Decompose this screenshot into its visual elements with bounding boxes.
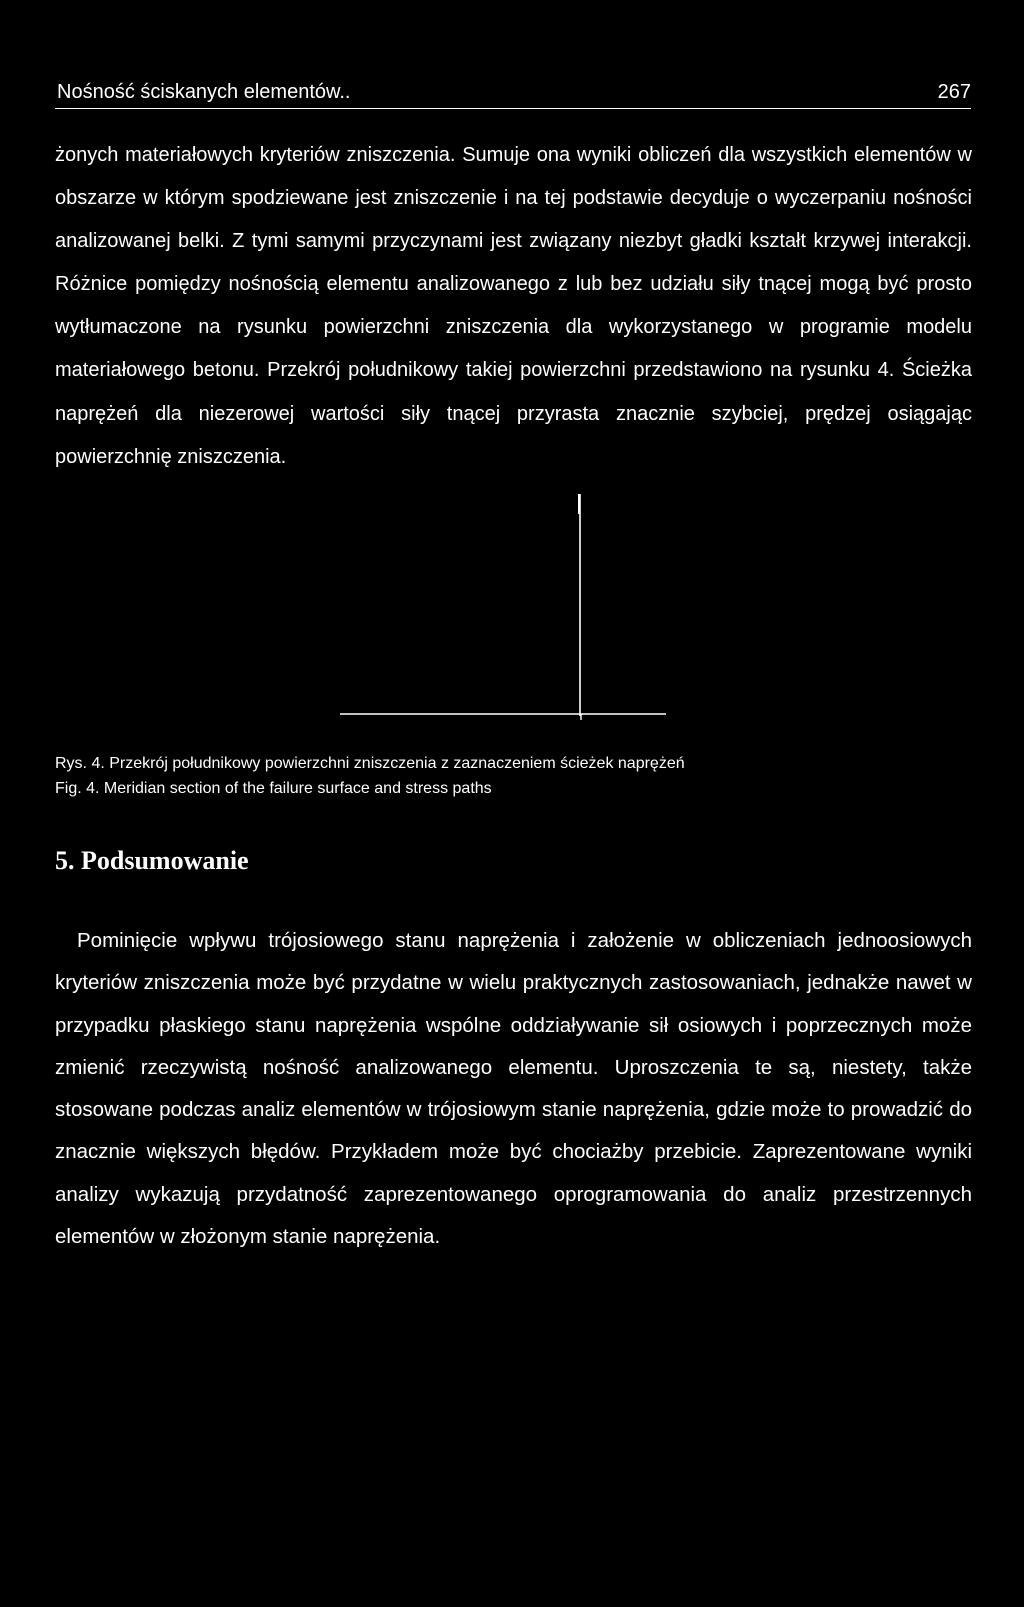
figure-meridian-section xyxy=(330,488,670,758)
figure-caption-en: Fig. 4. Meridian section of the failure surface and stress paths xyxy=(55,780,492,797)
section-heading: 5. Podsumowanie xyxy=(55,846,249,875)
body-paragraph-2: Pominięcie wpływu trójosiowego stanu naprężenia i założenie w obliczeniach jednoosiowych kryteriów zniszczenia może być przydatne w wielu praktycznych zastosowaniach, jednakże nawet w przypadku płaskiego stanu naprężenia wspólne oddziaływanie sił osiowych i poprzecznych może zmienić rzeczywistą nośność analizowanego elementu. Uproszczenia te są, niestety, także stosowane podczas analiz elementów w trójosiowym stanie naprężenia, gdzie może to prowadzić do znacznie większych błędów. Przykładem może być chociażby przebicie. Zaprezentowane wyniki analizy wykazują przydatność zaprezentowanego oprogramowania do analiz przestrzennych elementów w złożonym stanie naprężenia. xyxy=(55,929,972,1249)
figure-axes xyxy=(330,488,670,758)
figure-caption-pl: Rys. 4. Przekrój południkowy powierzchni zniszczenia z zaznaczeniem ścieżek naprężeń xyxy=(55,755,685,772)
running-title: Nośność ściskanych elementów.. xyxy=(57,81,351,103)
body-paragraph-1: żonych materiałowych kryteriów zniszczenia. Sumuje ona wyniki obliczeń dla wszystkich elementów w obszarze w którym spodziewane jest zniszczenie i na tej podstawie decyduje o wyczerpaniu nośności analizowanej belki. Z tymi samymi przyczynami jest związany niezbyt gładki kształt krzywej interakcji. Różnice pomiędzy nośnością elementu analizowanego z lub bez udziału siły tnącej mogą być prosto wytłumaczone na rysunku powierzchni zniszczenia dla wykorzystanego w programie modelu materiałowego betonu. Przekrój południkowy takiej powierzchni przedstawiono na rysunku 4. Ścieżka naprężeń dla niezerowej wartości siły tnącej przyrasta znacznie szybciej, prędzej osiągając powierzchnię zniszczenia. xyxy=(55,144,972,468)
running-header xyxy=(55,78,971,109)
page-number: 267 xyxy=(937,81,971,103)
